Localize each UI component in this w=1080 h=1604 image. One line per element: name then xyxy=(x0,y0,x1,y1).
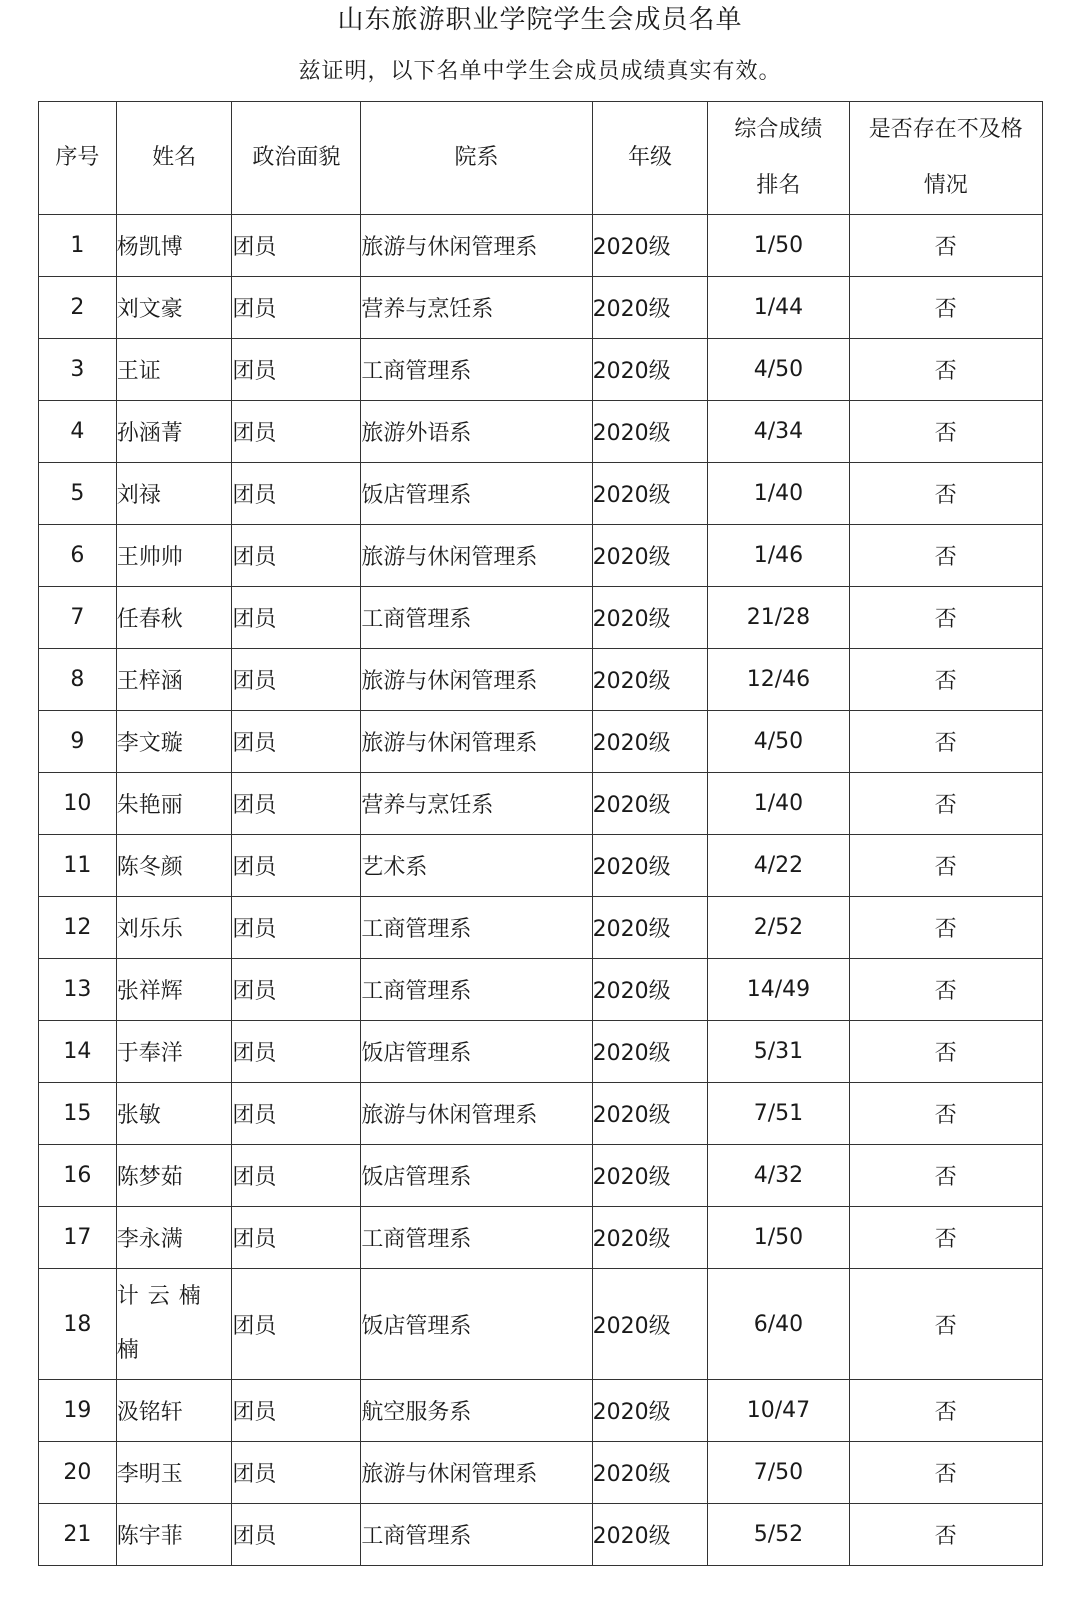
table-row xyxy=(39,649,1043,711)
table-row xyxy=(39,463,1043,525)
cell-grade: 2020级 xyxy=(592,1269,708,1380)
table-row xyxy=(39,277,1043,339)
cell-grade: 2020级 xyxy=(592,1380,708,1442)
cell-name: 于奉洋 xyxy=(116,1021,232,1083)
cell-grade: 2020级 xyxy=(592,1021,708,1083)
student-union-roster-table xyxy=(38,101,1043,1566)
cell-department: 营养与烹饪系 xyxy=(361,277,592,339)
table-row xyxy=(39,525,1043,587)
table-row xyxy=(39,711,1043,773)
cell-department: 旅游与休闲管理系 xyxy=(361,711,592,773)
cell-index: 16 xyxy=(39,1145,117,1207)
certification-statement: 兹证明，以下名单中学生会成员成绩真实有效。 xyxy=(298,59,782,84)
cell-rank: 1/44 xyxy=(708,277,849,339)
cell-grade: 2020级 xyxy=(592,215,708,277)
cell-grade: 2020级 xyxy=(592,835,708,897)
table-row xyxy=(39,1269,1043,1380)
cell-political-status: 团员 xyxy=(232,773,361,835)
cell-index: 14 xyxy=(39,1021,117,1083)
cell-rank: 4/34 xyxy=(708,401,849,463)
cell-political-status: 团员 xyxy=(232,1504,361,1566)
cell-name: 李永满 xyxy=(116,1207,232,1269)
cell-rank: 1/46 xyxy=(708,525,849,587)
cell-rank: 2/52 xyxy=(708,897,849,959)
cell-political-status: 团员 xyxy=(232,1380,361,1442)
cell-department: 工商管理系 xyxy=(361,1504,592,1566)
cell-name: 刘乐乐 xyxy=(116,897,232,959)
cell-grade: 2020级 xyxy=(592,1504,708,1566)
header-rank-line1: 综合成绩 xyxy=(734,117,823,142)
cell-grade: 2020级 xyxy=(592,401,708,463)
cell-grade: 2020级 xyxy=(592,1207,708,1269)
cell-index: 12 xyxy=(39,897,117,959)
cell-fail: 否 xyxy=(849,649,1042,711)
cell-index: 13 xyxy=(39,959,117,1021)
cell-political-status: 团员 xyxy=(232,1207,361,1269)
cell-department: 旅游与休闲管理系 xyxy=(361,215,592,277)
cell-index: 8 xyxy=(39,649,117,711)
cell-index: 7 xyxy=(39,587,117,649)
cell-fail: 否 xyxy=(849,1021,1042,1083)
cell-fail: 否 xyxy=(849,401,1042,463)
cell-department: 艺术系 xyxy=(361,835,592,897)
cell-department: 旅游与休闲管理系 xyxy=(361,1442,592,1504)
cell-political-status: 团员 xyxy=(232,463,361,525)
cell-index: 15 xyxy=(39,1083,117,1145)
table-row xyxy=(39,1207,1043,1269)
cell-name: 王证 xyxy=(116,339,232,401)
cell-rank: 7/51 xyxy=(708,1083,849,1145)
cell-rank: 4/50 xyxy=(708,339,849,401)
header-name: 姓名 xyxy=(116,102,232,215)
header-rank xyxy=(708,102,849,215)
cell-rank: 10/47 xyxy=(708,1380,849,1442)
cell-department: 工商管理系 xyxy=(361,897,592,959)
cell-name: 刘禄 xyxy=(116,463,232,525)
table-row xyxy=(39,215,1043,277)
table-row xyxy=(39,339,1043,401)
table-row xyxy=(39,1021,1043,1083)
cell-political-status: 团员 xyxy=(232,215,361,277)
cell-index: 1 xyxy=(39,215,117,277)
cell-name: 李文璇 xyxy=(116,711,232,773)
cell-fail: 否 xyxy=(849,339,1042,401)
cell-political-status: 团员 xyxy=(232,1021,361,1083)
cell-fail: 否 xyxy=(849,277,1042,339)
cell-fail: 否 xyxy=(849,1207,1042,1269)
cell-rank: 4/22 xyxy=(708,835,849,897)
cell-rank: 1/50 xyxy=(708,1207,849,1269)
cell-fail: 否 xyxy=(849,587,1042,649)
cell-index: 11 xyxy=(39,835,117,897)
cell-name: 计云楠楠 xyxy=(116,1269,232,1380)
cell-name: 任春秋 xyxy=(116,587,232,649)
cell-political-status: 团员 xyxy=(232,1442,361,1504)
cell-grade: 2020级 xyxy=(592,277,708,339)
cell-department: 饭店管理系 xyxy=(361,463,592,525)
cell-political-status: 团员 xyxy=(232,711,361,773)
cell-department: 工商管理系 xyxy=(361,1207,592,1269)
cell-index: 3 xyxy=(39,339,117,401)
cell-fail: 否 xyxy=(849,1145,1042,1207)
cell-rank: 4/50 xyxy=(708,711,849,773)
cell-political-status: 团员 xyxy=(232,835,361,897)
cell-name: 孙涵菁 xyxy=(116,401,232,463)
cell-political-status: 团员 xyxy=(232,897,361,959)
cell-political-status: 团员 xyxy=(232,587,361,649)
cell-political-status: 团员 xyxy=(232,1269,361,1380)
cell-grade: 2020级 xyxy=(592,897,708,959)
header-fail-line1: 是否存在不及格 xyxy=(868,117,1023,142)
cell-grade: 2020级 xyxy=(592,587,708,649)
cell-index: 19 xyxy=(39,1380,117,1442)
cell-fail: 否 xyxy=(849,215,1042,277)
cell-name: 张祥辉 xyxy=(116,959,232,1021)
cell-index: 18 xyxy=(39,1269,117,1380)
cell-department: 饭店管理系 xyxy=(361,1269,592,1380)
cell-rank: 1/50 xyxy=(708,215,849,277)
cell-grade: 2020级 xyxy=(592,1442,708,1504)
cell-fail: 否 xyxy=(849,463,1042,525)
header-index: 序号 xyxy=(39,102,117,215)
cell-political-status: 团员 xyxy=(232,1145,361,1207)
cell-index: 10 xyxy=(39,773,117,835)
cell-name: 汲铭轩 xyxy=(116,1380,232,1442)
cell-index: 6 xyxy=(39,525,117,587)
cell-grade: 2020级 xyxy=(592,1145,708,1207)
header-political-status: 政治面貌 xyxy=(232,102,361,215)
cell-grade: 2020级 xyxy=(592,959,708,1021)
cell-political-status: 团员 xyxy=(232,339,361,401)
cell-department: 工商管理系 xyxy=(361,339,592,401)
cell-political-status: 团员 xyxy=(232,1083,361,1145)
cell-grade: 2020级 xyxy=(592,773,708,835)
cell-grade: 2020级 xyxy=(592,339,708,401)
cell-department: 旅游外语系 xyxy=(361,401,592,463)
cell-political-status: 团员 xyxy=(232,959,361,1021)
table-row xyxy=(39,897,1043,959)
page-title: 山东旅游职业学院学生会成员名单 xyxy=(337,5,743,35)
cell-name: 陈宇菲 xyxy=(116,1504,232,1566)
cell-name: 张敏 xyxy=(116,1083,232,1145)
cell-name: 刘文豪 xyxy=(116,277,232,339)
cell-index: 9 xyxy=(39,711,117,773)
header-rank-line2: 排名 xyxy=(756,173,801,198)
header-grade: 年级 xyxy=(592,102,708,215)
table-row xyxy=(39,835,1043,897)
cell-index: 4 xyxy=(39,401,117,463)
cell-name: 陈梦茹 xyxy=(116,1145,232,1207)
cell-grade: 2020级 xyxy=(592,711,708,773)
cell-rank: 21/28 xyxy=(708,587,849,649)
cell-department: 旅游与休闲管理系 xyxy=(361,1083,592,1145)
cell-fail: 否 xyxy=(849,1380,1042,1442)
cell-fail: 否 xyxy=(849,525,1042,587)
cell-grade: 2020级 xyxy=(592,649,708,711)
cell-fail: 否 xyxy=(849,1269,1042,1380)
cell-fail: 否 xyxy=(849,897,1042,959)
cell-political-status: 团员 xyxy=(232,649,361,711)
cell-index: 21 xyxy=(39,1504,117,1566)
table-row xyxy=(39,1442,1043,1504)
cell-index: 2 xyxy=(39,277,117,339)
cell-fail: 否 xyxy=(849,711,1042,773)
cell-index: 5 xyxy=(39,463,117,525)
cell-grade: 2020级 xyxy=(592,525,708,587)
cell-department: 工商管理系 xyxy=(361,959,592,1021)
cell-name: 朱艳丽 xyxy=(116,773,232,835)
cell-department: 饭店管理系 xyxy=(361,1145,592,1207)
header-fail xyxy=(849,102,1042,215)
cell-name: 陈冬颜 xyxy=(116,835,232,897)
cell-grade: 2020级 xyxy=(592,463,708,525)
table-row xyxy=(39,1380,1043,1442)
cell-name: 王帅帅 xyxy=(116,525,232,587)
cell-department: 航空服务系 xyxy=(361,1380,592,1442)
table-row xyxy=(39,959,1043,1021)
header-fail-line2: 情况 xyxy=(923,173,968,198)
cell-department: 饭店管理系 xyxy=(361,1021,592,1083)
table-row xyxy=(39,587,1043,649)
cell-rank: 5/52 xyxy=(708,1504,849,1566)
cell-rank: 5/31 xyxy=(708,1021,849,1083)
header-department: 院系 xyxy=(361,102,592,215)
cell-index: 20 xyxy=(39,1442,117,1504)
cell-fail: 否 xyxy=(849,959,1042,1021)
table-header-row xyxy=(39,102,1043,215)
cell-name: 杨凯博 xyxy=(116,215,232,277)
cell-political-status: 团员 xyxy=(232,277,361,339)
cell-fail: 否 xyxy=(849,1504,1042,1566)
table-body xyxy=(39,215,1043,1566)
cell-fail: 否 xyxy=(849,1083,1042,1145)
table-row xyxy=(39,1083,1043,1145)
cell-department: 工商管理系 xyxy=(361,587,592,649)
cell-grade: 2020级 xyxy=(592,1083,708,1145)
cell-name: 王梓涵 xyxy=(116,649,232,711)
cell-political-status: 团员 xyxy=(232,525,361,587)
cell-fail: 否 xyxy=(849,835,1042,897)
cell-index: 17 xyxy=(39,1207,117,1269)
cell-rank: 7/50 xyxy=(708,1442,849,1504)
cell-rank: 6/40 xyxy=(708,1269,849,1380)
cell-political-status: 团员 xyxy=(232,401,361,463)
cell-rank: 4/32 xyxy=(708,1145,849,1207)
table-row xyxy=(39,1145,1043,1207)
cell-rank: 1/40 xyxy=(708,463,849,525)
cell-rank: 12/46 xyxy=(708,649,849,711)
table-row xyxy=(39,401,1043,463)
cell-fail: 否 xyxy=(849,1442,1042,1504)
cell-department: 旅游与休闲管理系 xyxy=(361,649,592,711)
cell-name: 李明玉 xyxy=(116,1442,232,1504)
table-row xyxy=(39,773,1043,835)
cell-department: 旅游与休闲管理系 xyxy=(361,525,592,587)
cell-department: 营养与烹饪系 xyxy=(361,773,592,835)
cell-fail: 否 xyxy=(849,773,1042,835)
cell-rank: 1/40 xyxy=(708,773,849,835)
cell-rank: 14/49 xyxy=(708,959,849,1021)
table-row xyxy=(39,1504,1043,1566)
